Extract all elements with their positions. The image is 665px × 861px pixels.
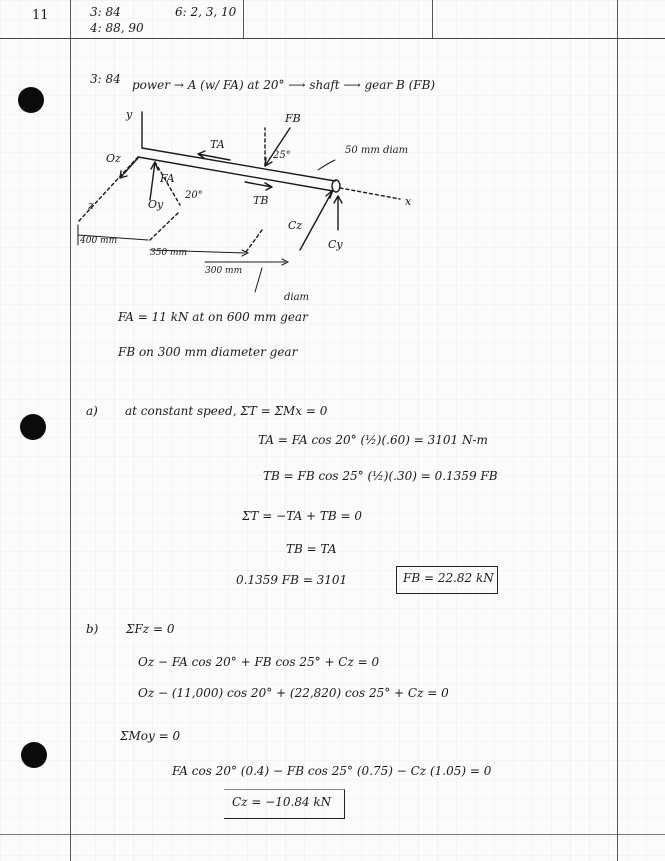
diagram-x-label: x xyxy=(405,195,412,208)
problem-list-2: 4: 88, 90 xyxy=(90,21,144,35)
diagram-angle-b: 25° xyxy=(273,150,291,161)
page-number: 11 xyxy=(32,8,49,23)
part-a-eq3: ΣT = −TA + TB = 0 xyxy=(242,509,363,523)
diagram-angle-a: 20° xyxy=(185,190,203,201)
part-b-eq2: Oz − (11,000) cos 20° + (22,820) cos 25° + Cz = 0 xyxy=(138,686,449,700)
part-b-label: b) xyxy=(86,622,99,636)
diam-leader xyxy=(318,160,335,170)
problem-statement: power → A (w/ FA) at 20° ⟶ shaft ⟶ gear B (FB) xyxy=(132,78,436,92)
part-b-sum-fz: ΣFz = 0 xyxy=(126,622,175,636)
diagram-ta-label: TA xyxy=(210,138,225,151)
part-b-sum-my: ΣMoy = 0 xyxy=(120,729,181,743)
part-b-eq1: Oz − FA cos 20° + FB cos 25° + Cz = 0 xyxy=(138,655,380,669)
diagram-dim-400: 400 mm xyxy=(80,236,118,246)
x-axis xyxy=(340,188,400,199)
part-a-eq1: TA = FA cos 20° (½)(.60) = 3101 N-m xyxy=(258,433,488,447)
oz-arrow xyxy=(120,158,138,178)
dim-300-line xyxy=(205,259,288,265)
fa-arrow xyxy=(150,162,158,200)
problem-number: 3: 84 xyxy=(90,72,121,86)
diagram-fb-label: FB xyxy=(285,112,301,125)
diagram-oy-label: Oy xyxy=(148,198,164,211)
gear-a-line xyxy=(150,213,178,240)
part-b-eq3: FA cos 20° (0.4) − FB cos 25° (0.75) − Cz (1.05) = 0 xyxy=(172,764,492,778)
diagram-diam-label: 50 mm diam xyxy=(345,145,409,156)
diam-pointer xyxy=(255,268,262,292)
givens-diam-note: diam xyxy=(284,292,310,303)
part-b-answer: Cz = −10.84 kN xyxy=(232,795,332,809)
diagram-y-label: y xyxy=(126,108,133,121)
part-a-eq4: TB = TA xyxy=(286,542,337,556)
part-a-intro: at constant speed, ΣT = ΣMx = 0 xyxy=(125,404,328,418)
part-a-answer: FB = 22.82 kN xyxy=(403,571,494,585)
cy-arrow xyxy=(334,196,342,230)
problem-list-3: 6: 2, 3, 10 xyxy=(175,5,237,19)
diagram-tb-label: TB xyxy=(253,194,269,207)
diagram-cz-label: Cz xyxy=(288,219,303,232)
givens-fa-line: FA = 11 kN at on 600 mm gear xyxy=(118,310,308,324)
givens-fb-line: FB on 300 mm diameter gear xyxy=(118,345,298,359)
part-a-label: a) xyxy=(86,404,98,418)
z-axis xyxy=(78,157,138,222)
diagram-dim-300: 300 mm xyxy=(205,266,243,276)
tb-arrow xyxy=(245,182,272,190)
part-a-eq2: TB = FB cos 25° (½)(.30) = 0.1359 FB xyxy=(263,469,498,483)
diagram-dim-350: 350 mm xyxy=(150,248,188,258)
diagram-fa-label: FA xyxy=(160,172,175,185)
diagram-cy-label: Cy xyxy=(328,238,343,251)
part-a-eq5: 0.1359 FB = 3101 xyxy=(236,573,348,587)
gear-b-line xyxy=(246,230,262,252)
diagram-z-label: z xyxy=(88,199,94,212)
diagram-oz-label: Oz xyxy=(106,152,121,165)
problem-list-1: 3: 84 xyxy=(90,5,121,19)
